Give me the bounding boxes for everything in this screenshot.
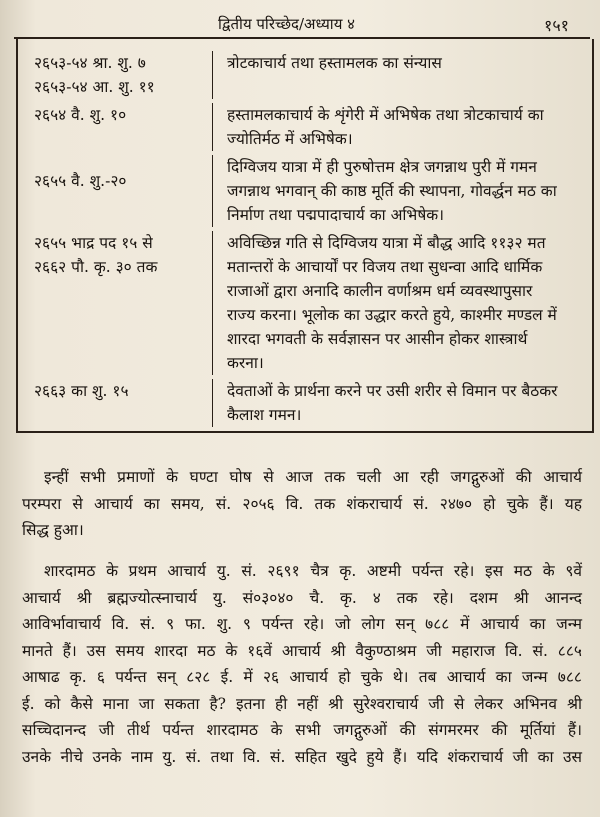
- paragraph-line: शारदामठ के प्रथम आचार्य यु. सं. २६९१ चैत्र कृ. अष्टमी पर्यन्त रहे। इस मठ के ९वें: [44, 562, 582, 580]
- date-cell: २६५४ वै. शु. १०: [34, 106, 127, 124]
- event-text: करना।: [227, 354, 264, 372]
- event-text: अविच्छिन्न गति से दिग्विजय यात्रा में बौद्ध आदि ११३२ मत: [227, 234, 546, 252]
- date-cell: २६५३-५४ श्रा. शु. ७: [34, 54, 146, 72]
- page-header: [0, 14, 600, 36]
- paragraph-sharada-math: [22, 558, 582, 770]
- date-cell: २६५३-५४ आ. शु. ११: [34, 78, 155, 96]
- event-text: कैलाश गमन।: [227, 406, 302, 424]
- event-text: ज्योतिर्मठ में अभिषेक।: [227, 130, 353, 148]
- table-row: [18, 227, 592, 375]
- date-cell: २६५५ भाद्र पद १५ से: [34, 234, 153, 252]
- paragraph-line: सच्चिदानन्द जी तीर्थ पर्यन्त शारदामठ के सभी जगद्गुरुओं की संगमरमर की मूर्तियां हैं।: [22, 721, 582, 739]
- event-text: देवताओं के प्रार्थना करने पर उसी शरीर से विमान पर बैठकर: [227, 382, 558, 400]
- event-text: निर्माण तथा पद्मपादाचार्य का अभिषेक।: [227, 206, 445, 224]
- table-row: [18, 99, 592, 151]
- date-cell: २६५५ वै. शु.-२०: [34, 172, 127, 190]
- paragraph-line: मानते हैं। उस समय शारदा मठ के १६वें आचार्य श्री वैकुण्ठाश्रम जी महाराज वि. सं. ८८५: [22, 641, 582, 660]
- paragraph-line: इन्हीं सभी प्रमाणों के घण्टा घोष से आज तक चली आ रही जगद्गुरुओं की आचार्य: [44, 468, 582, 486]
- paragraph-line: परम्परा से आचार्य का समय, सं. २०५६ वि. तक शंकराचार्य सं. २४७० हो चुके हैं। यह: [22, 494, 582, 513]
- chronology-table: [16, 39, 594, 433]
- event-text: शारदा भगवती के सर्वज्ञासन पर आसीन होकर शास्त्रार्थ: [227, 330, 528, 348]
- paragraph-conclusion: [22, 464, 582, 544]
- date-cell: २६६३ का शु. १५: [34, 382, 129, 400]
- event-text: त्रोटकाचार्य तथा हस्तामलक का संन्यास: [227, 54, 442, 72]
- event-text: मतान्तरों के आचार्यों पर विजय तथा सुधन्वा आदि धार्मिक: [227, 258, 543, 276]
- page-number: १५१: [544, 16, 569, 35]
- date-cell: २६६२ पौ. कृ. ३० तक: [34, 258, 158, 276]
- event-text: जगन्नाथ भगवान् की काष्ठ मूर्ति की स्थापना, गोवर्द्धन मठ का: [227, 182, 557, 200]
- event-text: राजाओं द्वारा अनादि कालीन वर्णाश्रम धर्म व्यवस्थापुसार: [227, 282, 533, 300]
- event-text: हस्तामलकाचार्य के शृंगेरी में अभिषेक तथा त्रोटकाचार्य का: [227, 106, 544, 124]
- table-row: [18, 375, 592, 431]
- table-row: [18, 151, 592, 227]
- paragraph-line: ई. को कैसे माना जा सकता है? इतना ही नहीं श्री सुरेश्वराचार्य जी से लेकर अभिनव श्री: [22, 694, 582, 713]
- table-row: [18, 39, 592, 99]
- event-text: दिग्विजय यात्रा में ही पुरुषोत्तम क्षेत्र जगन्नाथ पुरी में गमन: [227, 158, 537, 176]
- chapter-title: द्वितीय परिच्छेद/अध्याय ४: [218, 15, 355, 33]
- paragraph-line: उनके नीचे उनके नाम यु. सं. तथा वि. सं. सहित खुदे हुये हैं। यदि शंकराचार्य जी का उस: [22, 747, 582, 766]
- paragraph-line: आचार्य श्री ब्रह्मज्योत्स्नाचार्य यु. सं०३०४० चै. कृ. ४ तक रहे। दशम श्री आनन्द: [22, 588, 582, 607]
- event-text: राज्य करना। भूलोक का उद्धार करते हुये, काश्मीर मण्डल में: [227, 306, 557, 324]
- paragraph-line: आषाढ कृ. ६ पर्यन्त सन् ८२८ ई. में २६ आचार्य हो चुके थे। तब आचार्य का जन्म ७८८: [22, 668, 582, 686]
- table-bottom-rule: [18, 431, 592, 433]
- paragraph-line: सिद्ध हुआ।: [22, 521, 84, 539]
- paragraph-line: आविर्भावाचार्य वि. सं. ९ फा. शु. ९ पर्यन्त रहे। जो लोग सन् ७८८ में आचार्य का जन्म: [22, 615, 582, 633]
